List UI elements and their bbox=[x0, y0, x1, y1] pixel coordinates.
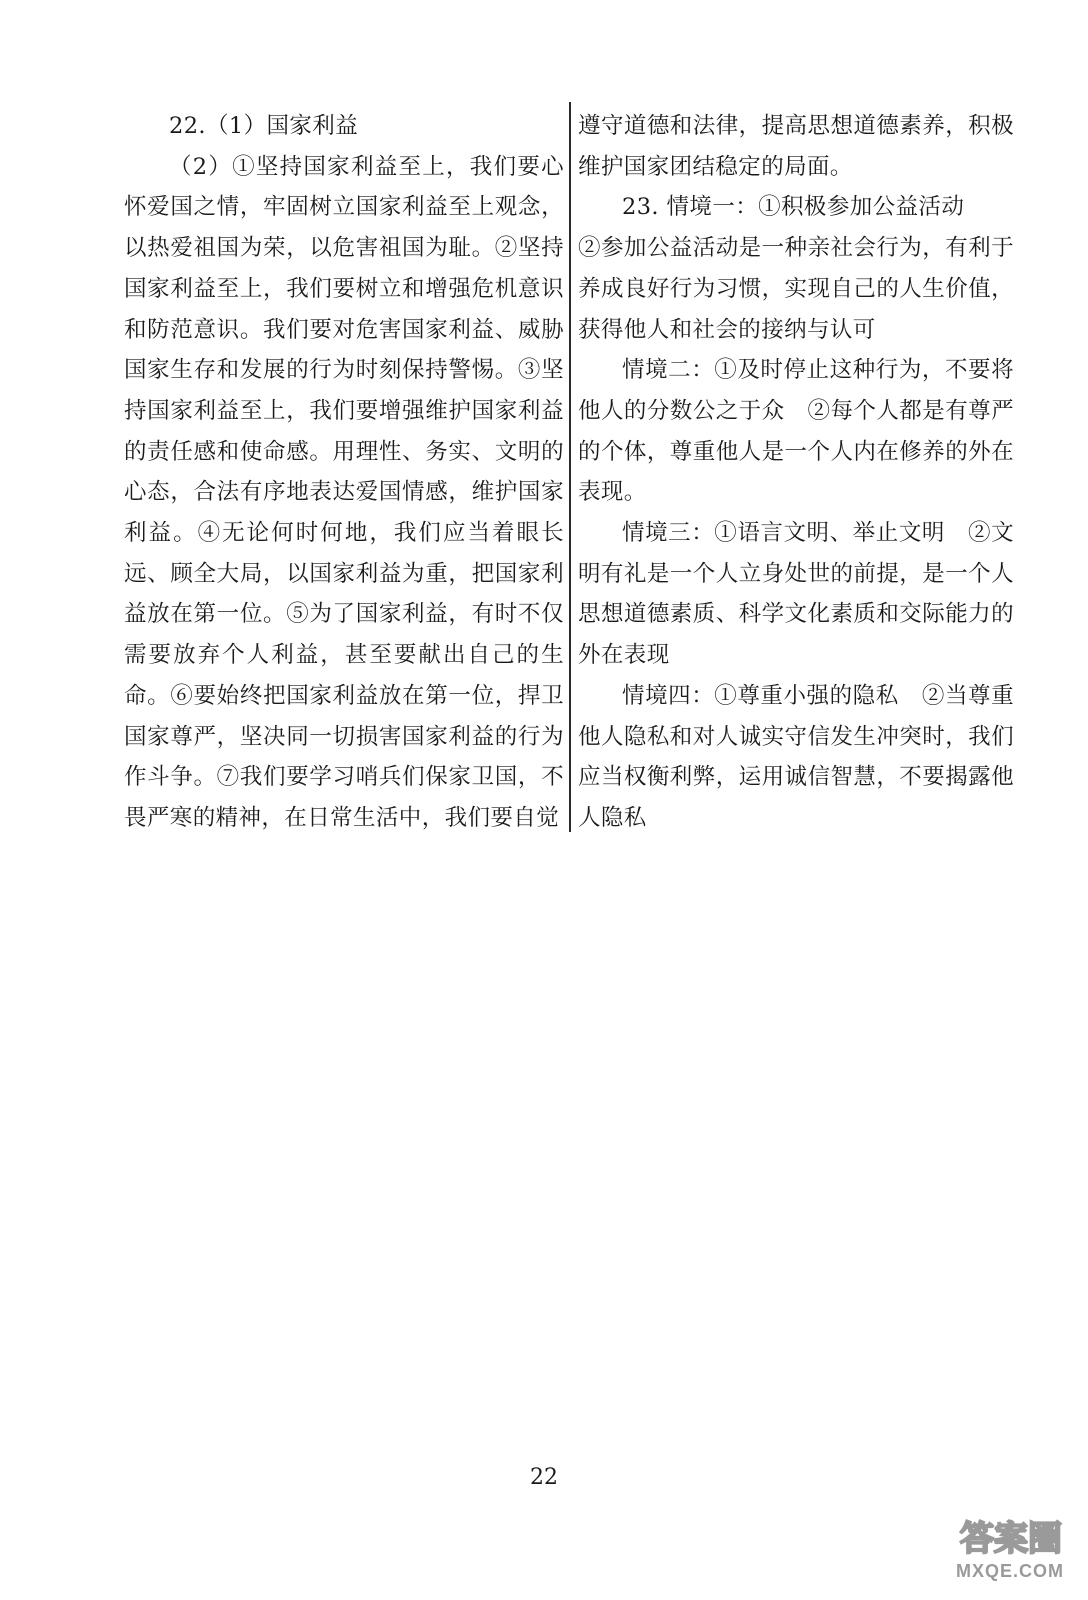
left-column bbox=[124, 106, 564, 839]
right-column bbox=[578, 106, 1014, 839]
question-23-scenario-3: 情境三：①语言文明、举止文明 ②文明有礼是一个人立身处世的前提，是一个人思想道德素质、科学文化素质和交际能力的外在表现 bbox=[578, 520, 1014, 669]
watermark-url-text: MXQE.COM bbox=[955, 1561, 1064, 1581]
question-23-scenario-2: 情境二：①及时停止这种行为，不要将他人的分数公之于众 ②每个人都是有尊严的个体，尊重他人是一个人内在修养的外在表现。 bbox=[578, 357, 1014, 506]
question-22-continued: 遵守道德和法律，提高思想道德素养，积极维护国家团结稳定的局面。 bbox=[578, 113, 1014, 180]
column-divider bbox=[569, 102, 571, 832]
watermark-logo-icon bbox=[952, 1512, 1064, 1558]
question-23-scenario-4: 情境四：①尊重小强的隐私 ②当尊重他人隐私和对人诚实守信发生冲突时，我们应当权衡利弊，运用诚信智慧，不要揭露他人隐私 bbox=[578, 682, 1014, 831]
question-22-part-2: （2）①坚持国家利益至上，我们要心怀爱国之情，牢固树立国家利益至上观念，以热爱祖国为荣，以危害祖国为耻。②坚持国家利益至上，我们要树立和增强危机意识和防范意识。我们要对危害国家利益、威胁国家生存和发展的行为时刻保持警惕。③坚持国家利益至上，我们要增强维护国家利益的责任感和使命感。用理性、务实、文明的心态，合法有序地表达爱国情感，维护国家利益。④无论何时何地，我们应当着眼长远、顾全大局，以国家利益为重，把国家利益放在第一位。⑤为了国家利益，有时不仅需要放弃个人利益，甚至要献出自己的生命。⑥要始终把国家利益放在第一位，捍卫国家尊严，坚决同一切损害国家利益的行为作斗争。⑦我们要学习哨兵们保家卫国，不畏严寒的精神，在日常生活中，我们要自觉 bbox=[124, 153, 564, 831]
question-23-scenario-1-answer: ②参加公益活动是一种亲社会行为，有利于养成良好行为习惯，实现自己的人生价值，获得他人和社会的接纳与认可 bbox=[578, 235, 1014, 343]
question-23-scenario-1-heading: 23. 情境一：①积极参加公益活动 bbox=[622, 194, 965, 221]
page-number: 22 bbox=[530, 1465, 558, 1490]
question-22-part-1: 22.（1）国家利益 bbox=[169, 113, 359, 139]
watermark-top-text: 答案圈 bbox=[960, 1519, 1062, 1558]
watermark-logo bbox=[952, 1512, 1064, 1582]
